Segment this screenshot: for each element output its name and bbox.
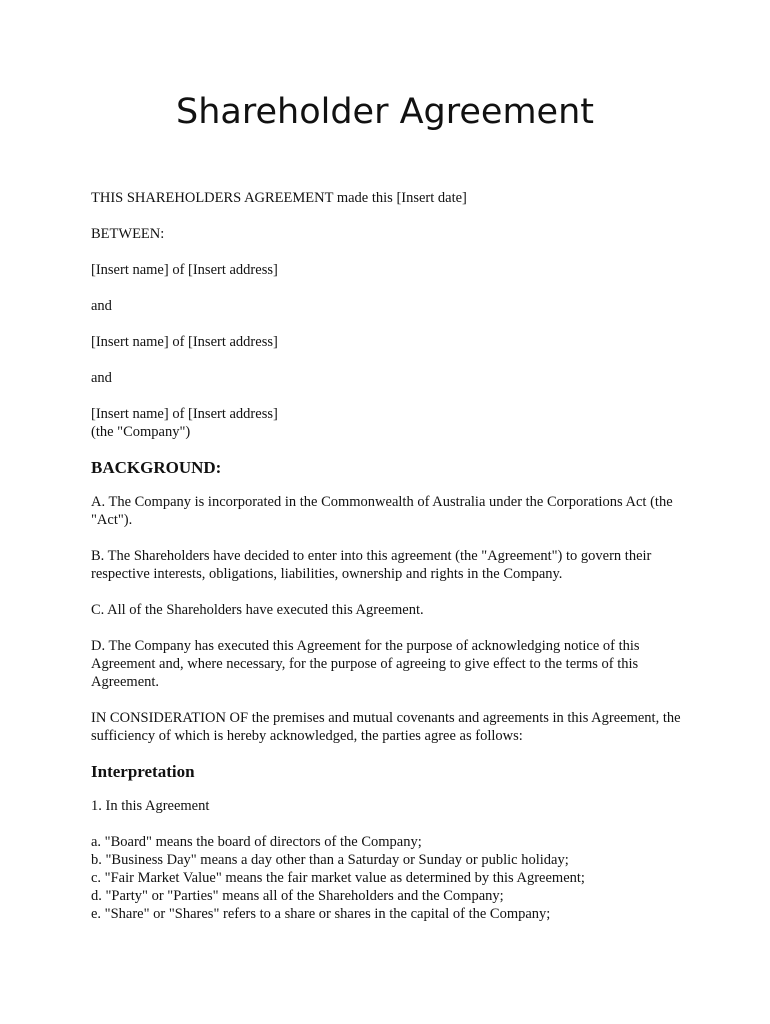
between-label: BETWEEN: [91,226,165,242]
and-separator-1: and [91,298,112,314]
consideration-paragraph: IN CONSIDERATION OF the premises and mutual covenants and agreements in this Agreement, the sufficiency of which is hereby acknowledged, the parties agree as follows: [91,710,681,744]
background-item-b: B. The Shareholders have decided to enter into this agreement (the "Agreement") to govern their respective interests, obligations, liabilities, ownership and rights in the Company. [91,548,652,582]
party-1: [Insert name] of [Insert address] [91,262,278,278]
definition-item: a. "Board" means the board of directors of the Company; [91,834,422,850]
definitions-list [91,833,691,923]
document-title: Shareholder Agreement [176,92,594,132]
clause-1: 1. In this Agreement [91,798,210,814]
party-3-line-1: [Insert name] of [Insert address] [91,406,278,422]
interpretation-heading: Interpretation [91,762,195,781]
definition-item: d. "Party" or "Parties" means all of the Shareholders and the Company; [91,888,504,904]
definition-item: e. "Share" or "Shares" refers to a share or shares in the capital of the Company; [91,906,551,922]
party-3-line-2: (the "Company") [91,424,191,440]
party-3 [91,405,691,441]
background-item-d: D. The Company has executed this Agreement for the purpose of acknowledging notice of this Agreement and, where necessary, for the purpose of agreeing to give effect to the terms of this Agreement. [91,638,640,690]
definition-item: b. "Business Day" means a day other than a Saturday or Sunday or public holiday; [91,852,569,868]
background-item-c: C. All of the Shareholders have executed this Agreement. [91,602,424,618]
and-separator-2: and [91,370,112,386]
definition-item: c. "Fair Market Value" means the fair market value as determined by this Agreement; [91,870,585,886]
intro-paragraph: THIS SHAREHOLDERS AGREEMENT made this [Insert date] [91,190,467,206]
party-2: [Insert name] of [Insert address] [91,334,278,350]
document-body [91,189,691,923]
background-heading: BACKGROUND: [91,458,222,477]
background-item-a: A. The Company is incorporated in the Commonwealth of Australia under the Corporations Act (the "Act"). [91,494,673,528]
